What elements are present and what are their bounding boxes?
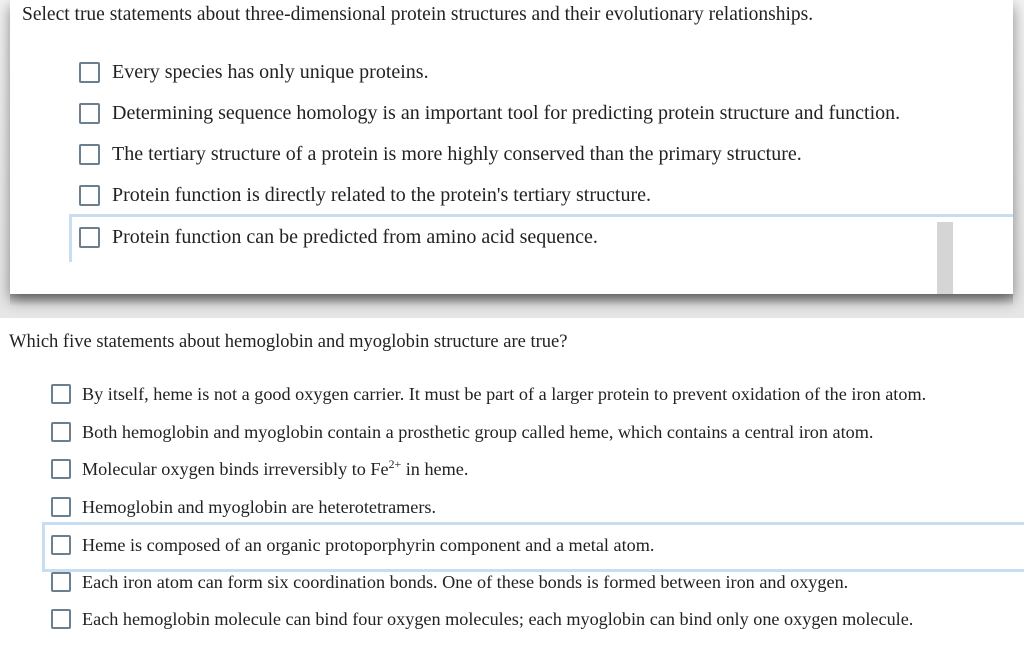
q1-option-1-label: Every species has only unique proteins. <box>112 60 429 83</box>
q2-option-3-label: Molecular oxygen binds irreversibly to $Fe^{2+}$ in heme. <box>82 456 469 479</box>
q2-option-6[interactable] <box>51 568 848 596</box>
q1-option-1[interactable] <box>79 57 429 87</box>
q1-option-2-label: Determining sequence homology is an important tool for predicting protein structure and function. <box>112 101 901 124</box>
q2-option-5[interactable] <box>51 531 654 559</box>
q2-option-2[interactable] <box>51 418 873 446</box>
q1-option-3[interactable] <box>79 139 802 169</box>
q1-option-3-checkbox[interactable] <box>79 144 100 165</box>
q1-option-5-checkbox[interactable] <box>79 227 100 248</box>
q1-option-2[interactable] <box>79 98 900 128</box>
q1-option-1-checkbox[interactable] <box>79 62 100 83</box>
q2-option-1[interactable] <box>51 380 926 408</box>
q2-option-7-label: Each hemoglobin molecule can bind four oxygen molecules; each myoglobin can bind only one oxygen molecule. <box>82 608 914 629</box>
q1-option-4-checkbox[interactable] <box>79 185 100 206</box>
q2-option-2-label: Both hemoglobin and myoglobin contain a prosthetic group called heme, which contains a central iron atom. <box>82 421 874 442</box>
question-2-prompt: Which five statements about hemoglobin and myoglobin structure are true? <box>9 332 568 352</box>
scrollbar-thumb[interactable] <box>937 222 953 294</box>
q2-option-1-label: By itself, heme is not a good oxygen carrier. It must be part of a larger protein to prevent oxidation of the iron atom. <box>82 383 927 404</box>
q2-option-4-label: Hemoglobin and myoglobin are heterotetramers. <box>82 496 437 517</box>
q2-option-5-checkbox[interactable] <box>51 535 71 555</box>
q2-option-4-checkbox[interactable] <box>51 497 71 517</box>
q1-option-4[interactable] <box>79 180 651 210</box>
q1-option-2-checkbox[interactable] <box>79 103 100 124</box>
q2-option-3[interactable] <box>51 455 468 483</box>
q2-option-6-label: Each iron atom can form six coordination bonds. One of these bonds is formed between iron and oxygen. <box>82 571 849 592</box>
q2-option-3-checkbox[interactable] <box>51 459 71 479</box>
q1-option-5[interactable] <box>79 222 598 252</box>
q2-option-1-checkbox[interactable] <box>51 384 71 404</box>
q2-option-7[interactable] <box>51 605 913 633</box>
q2-option-5-label: Heme is composed of an organic protoporphyrin component and a metal atom. <box>82 534 655 555</box>
q1-option-3-label: The tertiary structure of a protein is more highly conserved than the primary structure. <box>112 142 802 165</box>
q2-option-7-checkbox[interactable] <box>51 609 71 629</box>
q1-option-4-label: Protein function is directly related to the protein's tertiary structure. <box>112 183 651 206</box>
q2-option-6-checkbox[interactable] <box>51 572 71 592</box>
q2-option-2-checkbox[interactable] <box>51 422 71 442</box>
q2-option-4[interactable] <box>51 493 436 521</box>
q1-option-5-label: Protein function can be predicted from amino acid sequence. <box>112 225 598 248</box>
question-1-prompt: Select true statements about three-dimensional protein structures and their evolutionary relationships. <box>22 4 814 25</box>
